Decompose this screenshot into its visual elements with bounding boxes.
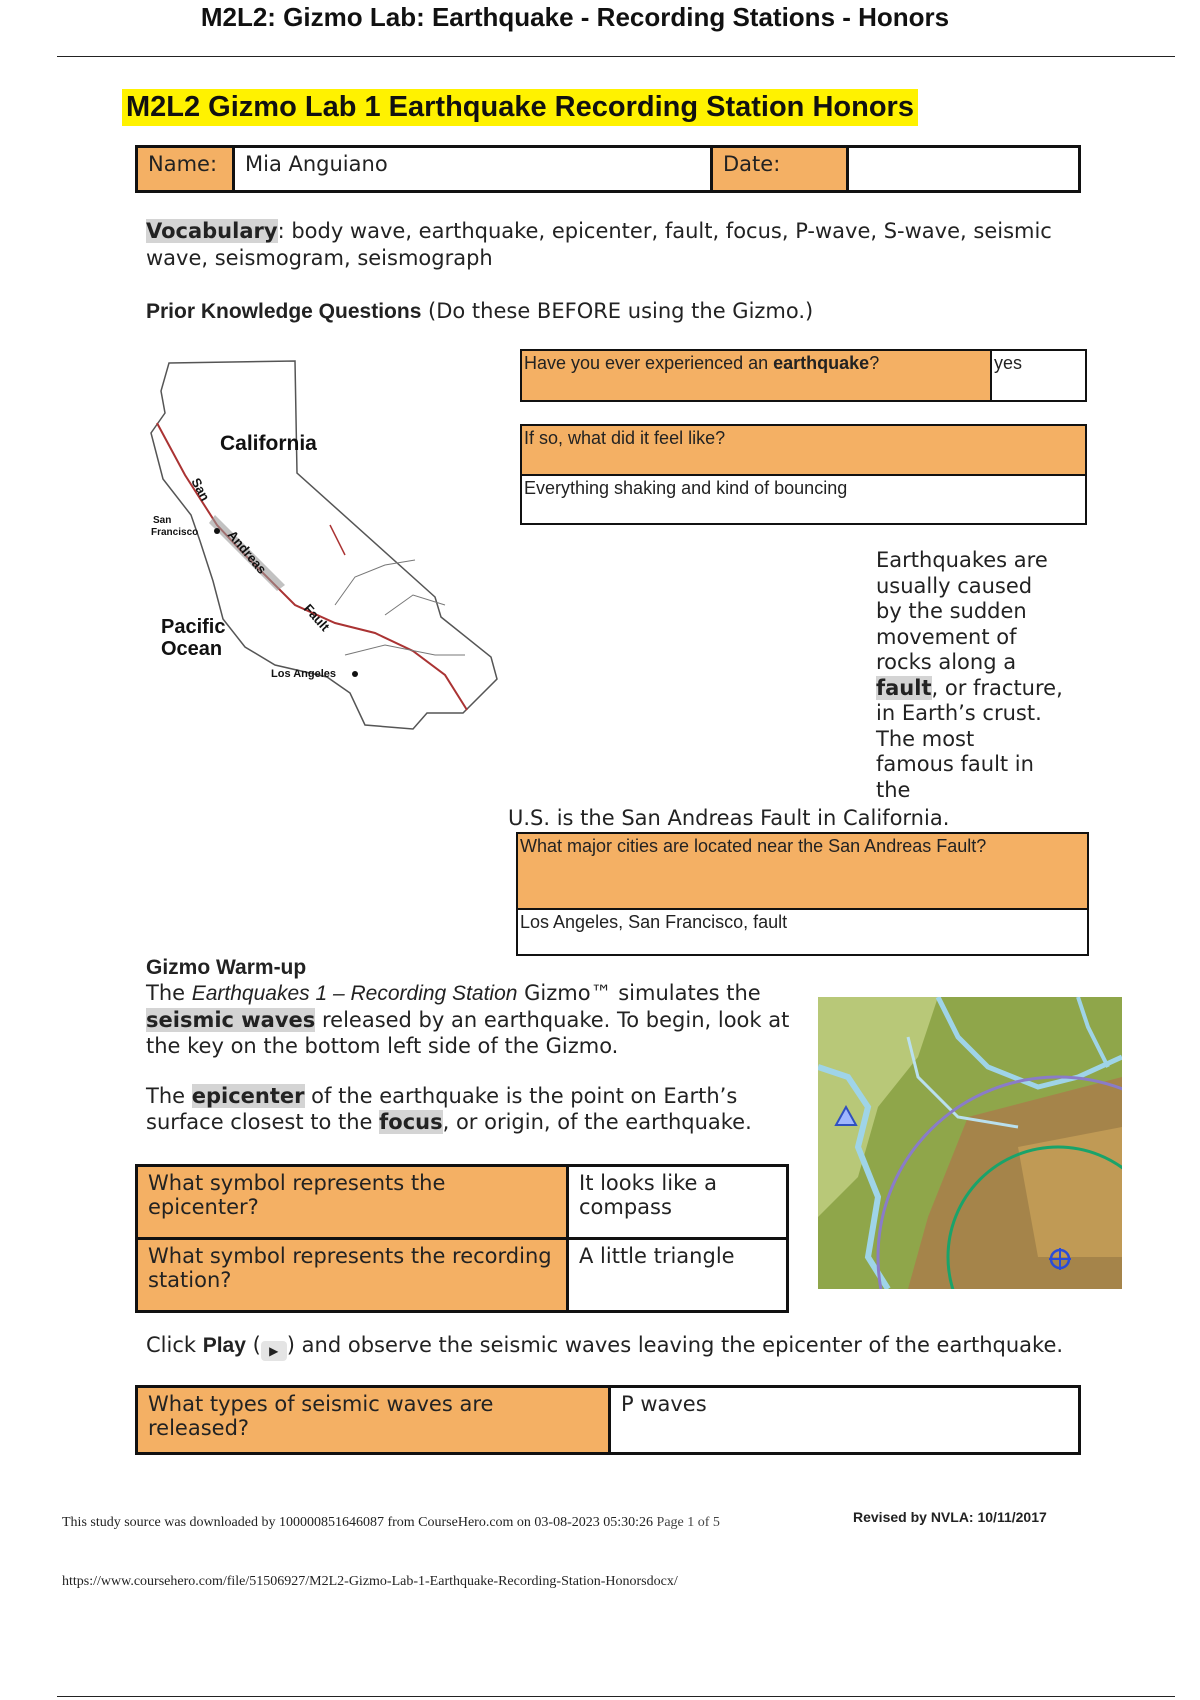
q2-question: If so, what did it feel like? bbox=[522, 426, 1085, 476]
fault-paragraph-last-line: U.S. is the San Andreas Fault in California. bbox=[508, 806, 950, 830]
question-major-cities bbox=[516, 832, 1089, 956]
warmup-paragraph-2: The epicenter of the earthquake is the point on Earth’s surface closest to the focus, or origin, of the earthquake. bbox=[146, 1084, 752, 1134]
document-header-title: M2L2: Gizmo Lab: Earthquake - Recording Stations - Honors bbox=[200, 2, 950, 32]
fault-paragraph: Earthquakes are usually caused by the sudden movement of rocks along a fault, or fracture, in Earth’s crust. The most famous fault in the bbox=[876, 548, 1063, 802]
map-label-sf-2: Francisco bbox=[151, 527, 199, 538]
san-francisco-marker bbox=[214, 528, 220, 534]
map-label-la: Los Angeles bbox=[271, 668, 336, 680]
map-label-sf-1: San bbox=[153, 515, 172, 526]
symbol-table bbox=[135, 1164, 789, 1313]
san-andreas-fault-line bbox=[157, 423, 467, 710]
name-label: Name: bbox=[137, 147, 234, 192]
vocabulary-paragraph bbox=[146, 218, 1086, 272]
footer-page-indicator: Page 1 of 5 bbox=[656, 1515, 720, 1530]
waves-question: What types of seismic waves are released? bbox=[137, 1387, 610, 1454]
symbol-question-epicenter: What symbol represents the epicenter? bbox=[137, 1166, 568, 1239]
footer-divider bbox=[57, 1696, 1175, 1697]
header-divider bbox=[57, 56, 1175, 57]
footer-source-line: This study source was downloaded by 100000851646087 from CourseHero.com on 03-08-2023 05:30:26 Page 1 of 5 bbox=[62, 1515, 720, 1530]
table-row bbox=[137, 1387, 1080, 1454]
footer-url[interactable]: https://www.coursehero.com/file/51506927/M2L2-Gizmo-Lab-1-Earthquake-Recording-Station-Honorsdocx/ bbox=[62, 1574, 678, 1589]
lab-title: M2L2 Gizmo Lab 1 Earthquake Recording Station Honors bbox=[122, 89, 918, 126]
q1-question: Have you ever experienced an earthquake? bbox=[522, 351, 992, 400]
seismic-waves-term: seismic waves bbox=[146, 1008, 316, 1032]
fault-term: fault bbox=[876, 675, 932, 700]
name-field[interactable]: Mia Anguiano bbox=[234, 147, 712, 192]
los-angeles-marker bbox=[352, 671, 358, 677]
prior-knowledge-label: Prior Knowledge Questions bbox=[146, 300, 422, 323]
prior-knowledge-note: (Do these BEFORE using the Gizmo.) bbox=[421, 299, 814, 323]
question-experienced-earthquake bbox=[520, 349, 1087, 402]
warmup-paragraph-1: The Earthquakes 1 – Recording Station Gizmo™ simulates the seismic waves released by an earthquake. To begin, look at the key on the bottom left side of the Gizmo. bbox=[146, 981, 790, 1058]
symbol-question-station: What symbol represents the recording station? bbox=[137, 1239, 568, 1312]
play-instruction: Click Play ( ▶ ) and observe the seismic waves leaving the epicenter of the earthquake. bbox=[146, 1332, 1146, 1361]
california-fault-map bbox=[145, 355, 500, 740]
table-row bbox=[137, 1166, 788, 1239]
map-label-fault-san: San bbox=[188, 475, 213, 504]
seismic-waves-table bbox=[135, 1385, 1081, 1455]
date-label: Date: bbox=[712, 147, 848, 192]
table-row bbox=[137, 1239, 788, 1312]
waves-answer[interactable]: P waves bbox=[610, 1387, 1080, 1454]
prior-knowledge-heading bbox=[146, 298, 1086, 325]
focus-term: focus bbox=[379, 1110, 443, 1134]
symbol-answer-epicenter[interactable]: It looks like a compass bbox=[568, 1166, 788, 1239]
map-label-pacific: Pacific bbox=[161, 616, 226, 638]
vocabulary-text: : body wave, earthquake, epicenter, fault, focus, P-wave, S-wave, seismic wave, seismogram, seismograph bbox=[146, 219, 1052, 270]
play-icon[interactable]: ▶ bbox=[261, 1341, 287, 1361]
map-label-ocean: Ocean bbox=[161, 638, 223, 660]
q2-answer[interactable]: Everything shaking and kind of bouncing bbox=[524, 478, 848, 498]
q1-answer[interactable]: yes bbox=[994, 353, 1023, 373]
gizmo-map-image bbox=[818, 997, 1122, 1289]
q3-question: What major cities are located near the San Andreas Fault? bbox=[518, 834, 1087, 910]
question-what-did-it-feel-like bbox=[520, 424, 1087, 525]
name-date-table bbox=[135, 145, 1081, 193]
map-label-fault-andreas: Andreas bbox=[224, 527, 270, 577]
symbol-answer-station[interactable]: A little triangle bbox=[568, 1239, 788, 1312]
map-label-california: California bbox=[220, 432, 317, 455]
vocabulary-label: Vocabulary bbox=[146, 219, 278, 243]
minor-fault-3 bbox=[330, 525, 345, 555]
date-field[interactable] bbox=[848, 147, 1080, 192]
footer-revised: Revised by NVLA: 10/11/2017 bbox=[853, 1509, 1047, 1525]
q3-answer[interactable]: Los Angeles, San Francisco, fault bbox=[520, 912, 788, 932]
map-label-fault-fault: Fault bbox=[300, 600, 333, 635]
warmup-heading: Gizmo Warm-up bbox=[146, 956, 307, 979]
minor-fault-1 bbox=[335, 560, 415, 605]
epicenter-term: epicenter bbox=[191, 1084, 305, 1108]
